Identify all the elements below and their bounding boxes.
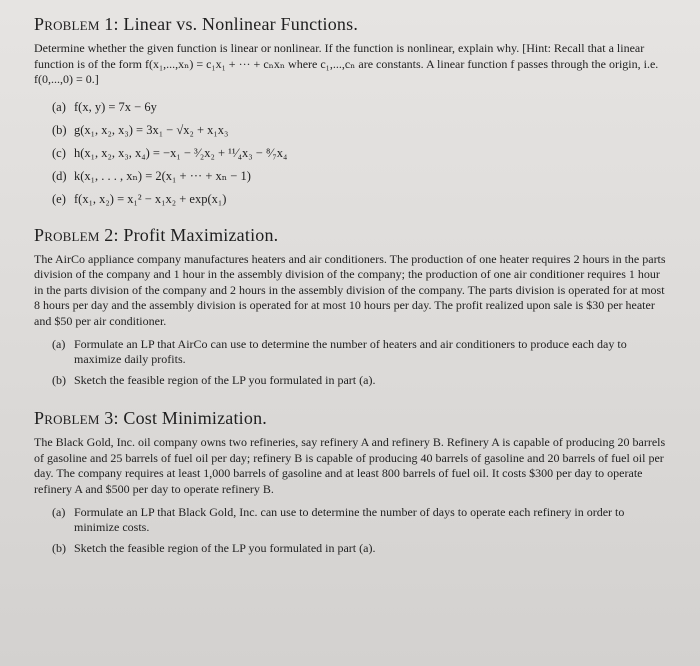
item-label: (a) <box>52 99 66 114</box>
problem-1-number: Problem 1: <box>34 14 119 34</box>
item-label: (c) <box>52 145 66 160</box>
item-formula: g(x₁, x₂, x₃) = 3x₁ − √x₂ + x₁x₃ <box>74 122 229 137</box>
part-text: Sketch the feasible region of the LP you formulated in part (a). <box>74 373 376 387</box>
problem-3 <box>34 408 672 556</box>
item-formula: h(x₁, x₂, x₃, x₄) = −x₁ − ³⁄₂x₂ + ¹¹⁄₄x₃ − ⁸⁄₇x₄ <box>74 145 288 160</box>
part-label: (b) <box>52 373 66 387</box>
part-text: Sketch the feasible region of the LP you formulated in part (a). <box>74 541 376 555</box>
part-label: (b) <box>52 541 66 555</box>
problem-1-title <box>34 14 672 35</box>
problem-2 <box>34 225 672 389</box>
problem-1-item-a <box>52 96 672 119</box>
problem-1 <box>34 14 672 211</box>
problem-3-part-b <box>52 541 672 556</box>
item-formula: f(x, y) = 7x − 6y <box>74 99 157 114</box>
problem-2-heading: Profit Maximization. <box>118 224 279 245</box>
problem-1-item-c <box>52 142 672 165</box>
problem-3-number: Problem 3: <box>34 408 119 428</box>
problem-2-part-a <box>52 337 672 367</box>
problem-1-item-e <box>52 188 672 211</box>
problem-3-part-a <box>52 505 672 535</box>
problem-2-part-b <box>52 373 672 388</box>
item-label: (d) <box>52 168 67 183</box>
problem-3-heading: Cost Minimization. <box>118 408 267 428</box>
problem-1-items <box>52 96 672 211</box>
problem-1-intro: Determine whether the given function is linear or nonlinear. If the function is nonlinear, explain why. [Hint: Recall that a linear function is of the form f(x₁,...,xₙ) = c₁x₁ + ··· + cₙxₙ where c₁,...,cₙ are constants. A linear function f passes through the origin, i.e. f(0,...,0) = 0.] <box>34 41 659 86</box>
part-text: Formulate an LP that AirCo can use to determine the number of heaters and air conditioners to produce each day to maximize daily profits. <box>74 337 627 366</box>
problem-2-number: Problem 2: <box>34 224 119 245</box>
item-label: (e) <box>52 191 66 206</box>
part-label: (a) <box>52 505 66 519</box>
problem-1-item-d <box>52 165 672 188</box>
problem-1-item-b <box>52 119 672 142</box>
item-formula: k(x₁, . . . , xₙ) = 2(x₁ + ··· + xₙ − 1) <box>74 168 251 183</box>
problem-2-title <box>34 225 672 246</box>
part-label: (a) <box>52 337 66 351</box>
problem-2-body: The AirCo appliance company manufactures heaters and air conditioners. The production of one heater requires 2 hours in the parts division of the company and 1 hour in the assembly division of the company; the production of one air conditioner requires 1 hour in the parts division of the company and 2 hours in the assembly division of the company. The parts division is operated for at most 8 hours per day and the assembly division is operated for at most 10 hours per day. The profit realized upon sale is $30 per heater and $50 per air conditioner. <box>34 251 666 328</box>
problem-1-heading: Linear vs. Nonlinear Functions. <box>118 14 359 34</box>
problem-3-title <box>34 408 672 429</box>
problem-3-body: The Black Gold, Inc. oil company owns two refineries, say refinery A and refinery B. Refinery A is capable of producing 20 barrels of gasoline and 25 barrels of fuel oil per day; refinery B is capable of producing 40 barrels of gasoline and 20 barrels of fuel oil per day. The company requires at least 1,000 barrels of gasoline and at least 800 barrels of fuel oil. It costs $300 per day to operate refinery A and $500 per day to operate refinery B. <box>34 435 666 496</box>
part-text: Formulate an LP that Black Gold, Inc. can use to determine the number of days to operate each refinery in order to minimize costs. <box>74 505 625 534</box>
item-label: (b) <box>52 122 67 137</box>
item-formula: f(x₁, x₂) = x₁² − x₁x₂ + exp(x₁) <box>74 191 227 206</box>
